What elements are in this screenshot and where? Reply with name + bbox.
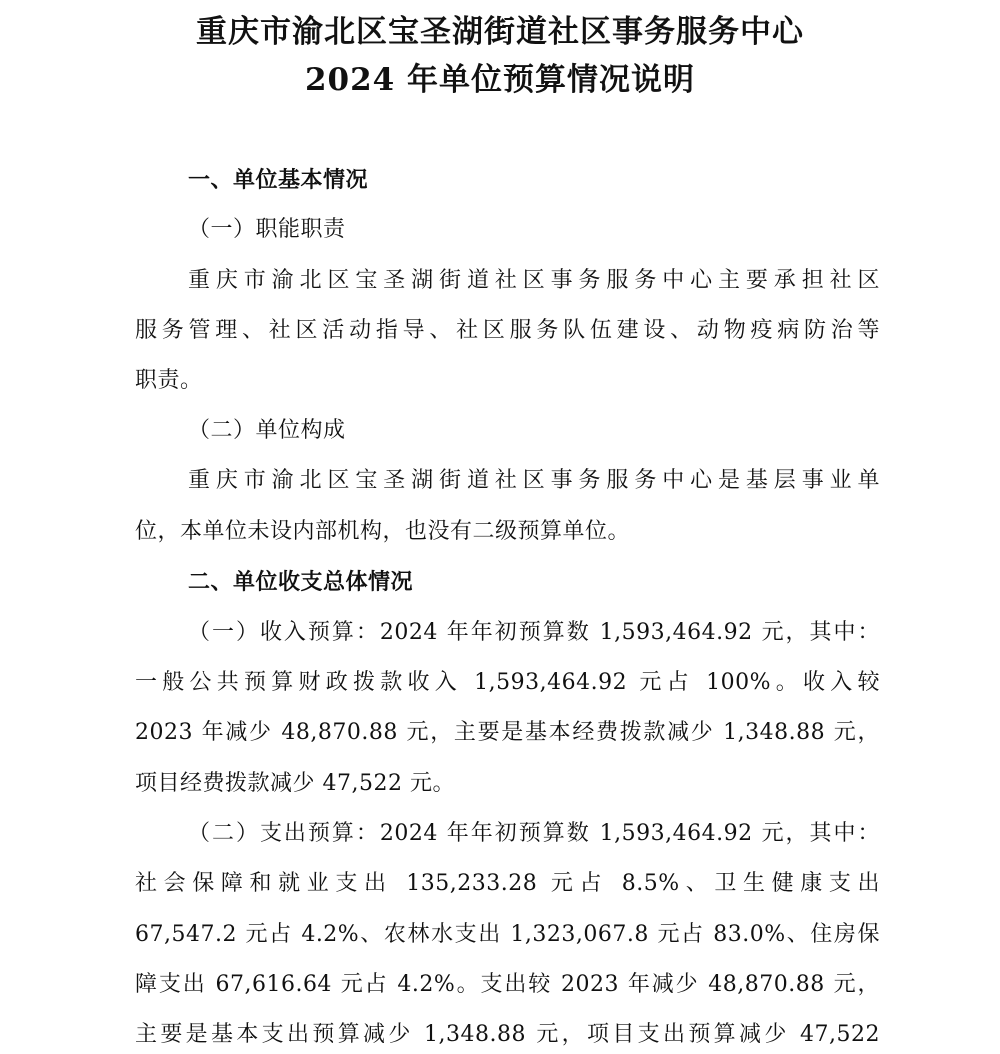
- section1-heading: 一、单位基本情况: [188, 167, 369, 193]
- paragraph-line: 一般公共预算财政拨款收入 1,593,464.92 元占 100%。收入较: [135, 670, 880, 695]
- paragraph-line: 67,547.2 元占 4.2%、农林水支出 1,323,067.8 元占 83.0%、住房保: [135, 922, 880, 947]
- paragraph-line: 障支出 67,616.64 元占 4.2%。支出较 2023 年减少 48,870.88 元，: [135, 972, 880, 997]
- paragraph-line: 主要是基本支出预算减少 1,348.88 元，项目支出预算减少 47,522: [135, 1022, 880, 1047]
- paragraph-line: 社会保障和就业支出 135,233.28 元占 8.5%、卫生健康支出: [135, 871, 880, 896]
- paragraph-line: 职责。: [135, 368, 203, 393]
- paragraph-line: （二）支出预算：2024 年年初预算数 1,593,464.92 元，其中：: [188, 821, 880, 846]
- document-title-line1: 重庆市渝北区宝圣湖街道社区事务服务中心: [196, 14, 804, 50]
- paragraph-line: 项目经费拨款减少 47,522 元。: [135, 771, 455, 796]
- paragraph-line: 重庆市渝北区宝圣湖街道社区事务服务中心是基层事业单: [188, 468, 880, 493]
- paragraph-line: 位，本单位未设内部机构，也没有二级预算单位。: [135, 519, 631, 544]
- paragraph-line: （一）收入预算：2024 年年初预算数 1,593,464.92 元，其中：: [188, 620, 880, 645]
- paragraph-line: 2023 年减少 48,870.88 元，主要是基本经费拨款减少 1,348.88 元，: [135, 720, 880, 745]
- paragraph-line: 重庆市渝北区宝圣湖街道社区事务服务中心主要承担社区: [188, 268, 880, 293]
- section2-heading: 二、单位收支总体情况: [188, 569, 414, 595]
- paragraph-line: 服务管理、社区活动指导、社区服务队伍建设、动物疫病防治等: [135, 318, 880, 343]
- section1-sub2-heading: （二）单位构成: [188, 418, 346, 443]
- document-title-line2: 2024 年单位预算情况说明: [304, 62, 696, 98]
- section1-sub1-heading: （一）职能职责: [188, 217, 346, 242]
